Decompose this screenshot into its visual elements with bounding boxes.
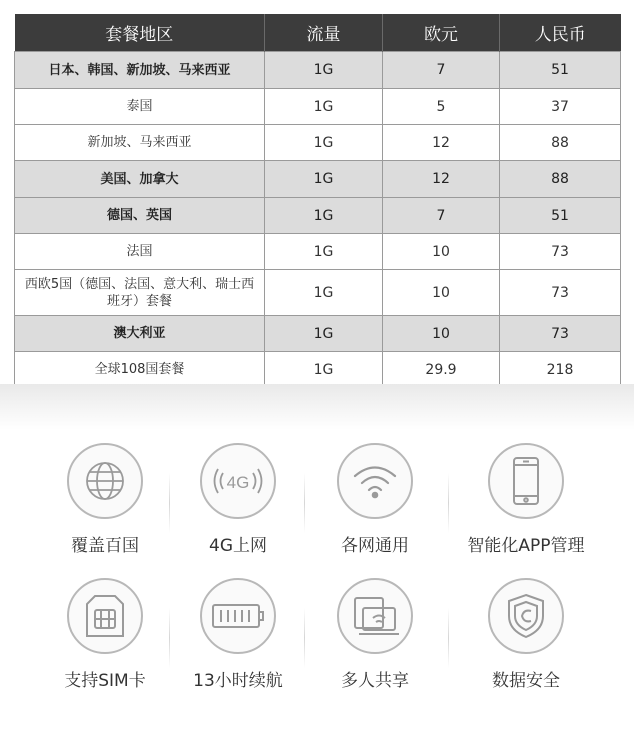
cny-cell: 51 [500, 52, 621, 89]
security-icon-circle [488, 578, 564, 654]
eur-cell: 10 [383, 234, 500, 270]
data-cell: 1G [265, 234, 383, 270]
4g-icon-circle [200, 443, 276, 519]
globe-icon [83, 459, 127, 503]
table-row [15, 270, 621, 316]
region-cell: 澳大利亚 [15, 316, 265, 352]
4g-text: 4G [226, 473, 250, 492]
feature-label: 各网通用 [341, 536, 409, 556]
region-cell: 法国 [15, 234, 265, 270]
header-eur: 欧元 [383, 14, 500, 52]
table-header-row [15, 14, 621, 52]
pricing-table-container [14, 14, 620, 388]
share-icon-circle [337, 578, 413, 654]
region-cell: 美国、加拿大 [15, 161, 265, 198]
header-data: 流量 [265, 14, 383, 52]
cny-cell: 88 [500, 161, 621, 198]
data-cell: 1G [265, 352, 383, 388]
pricing-table [14, 14, 621, 388]
table-row [15, 352, 621, 388]
feature-label: 多人共享 [341, 671, 409, 691]
feature-label: 数据安全 [492, 671, 560, 691]
table-row [15, 89, 621, 125]
table-row [15, 234, 621, 270]
header-region: 套餐地区 [15, 14, 265, 52]
feature-label: 4G上网 [209, 536, 267, 556]
data-cell: 1G [265, 89, 383, 125]
table-row [15, 316, 621, 352]
data-cell: 1G [265, 161, 383, 198]
feature-label: 智能化APP管理 [467, 536, 585, 556]
feature-network [300, 443, 450, 556]
battery-icon [211, 602, 265, 630]
sim-icon-circle [67, 578, 143, 654]
data-cell: 1G [265, 198, 383, 234]
data-cell: 1G [265, 52, 383, 89]
data-cell: 1G [265, 316, 383, 352]
eur-cell: 29.9 [383, 352, 500, 388]
feature-share [300, 578, 450, 691]
table-row [15, 198, 621, 234]
region-cell: 西欧5国（德国、法国、意大利、瑞士西班牙）套餐 [15, 270, 265, 316]
eur-cell: 7 [383, 52, 500, 89]
table-row [15, 161, 621, 198]
region-cell: 泰国 [15, 89, 265, 125]
eur-cell: 12 [383, 125, 500, 161]
divider [448, 473, 449, 533]
table-row [15, 52, 621, 89]
cny-cell: 88 [500, 125, 621, 161]
security-shield-icon [505, 592, 547, 640]
globe-icon-circle [67, 443, 143, 519]
feature-label: 13小时续航 [193, 671, 283, 691]
sim-card-icon [85, 594, 125, 638]
data-cell: 1G [265, 270, 383, 316]
header-cny: 人民币 [500, 14, 621, 52]
divider [448, 608, 449, 668]
eur-cell: 10 [383, 270, 500, 316]
table-row [15, 125, 621, 161]
cny-cell: 218 [500, 352, 621, 388]
feature-app [451, 443, 601, 556]
smartphone-icon [511, 456, 541, 506]
devices-share-icon [349, 594, 401, 638]
cny-cell: 37 [500, 89, 621, 125]
cny-cell: 73 [500, 316, 621, 352]
cny-cell: 51 [500, 198, 621, 234]
region-cell: 全球108国套餐 [15, 352, 265, 388]
feature-label: 支持SIM卡 [64, 671, 146, 691]
feature-4g [163, 443, 313, 556]
wifi-icon [351, 461, 399, 501]
smartphone-icon-circle [488, 443, 564, 519]
eur-cell: 12 [383, 161, 500, 198]
feature-label: 覆盖百国 [71, 536, 139, 556]
eur-cell: 5 [383, 89, 500, 125]
feature-coverage [30, 443, 180, 556]
data-cell: 1G [265, 125, 383, 161]
feature-security [451, 578, 601, 691]
feature-battery [163, 578, 313, 691]
wifi-icon-circle [337, 443, 413, 519]
battery-icon-circle [200, 578, 276, 654]
cny-cell: 73 [500, 234, 621, 270]
cny-cell: 73 [500, 270, 621, 316]
region-cell: 日本、韩国、新加坡、马来西亚 [15, 52, 265, 89]
table-shadow [0, 384, 634, 430]
eur-cell: 10 [383, 316, 500, 352]
eur-cell: 7 [383, 198, 500, 234]
4g-signal-icon [208, 461, 268, 501]
feature-sim [30, 578, 180, 691]
region-cell: 新加坡、马来西亚 [15, 125, 265, 161]
region-cell: 德国、英国 [15, 198, 265, 234]
